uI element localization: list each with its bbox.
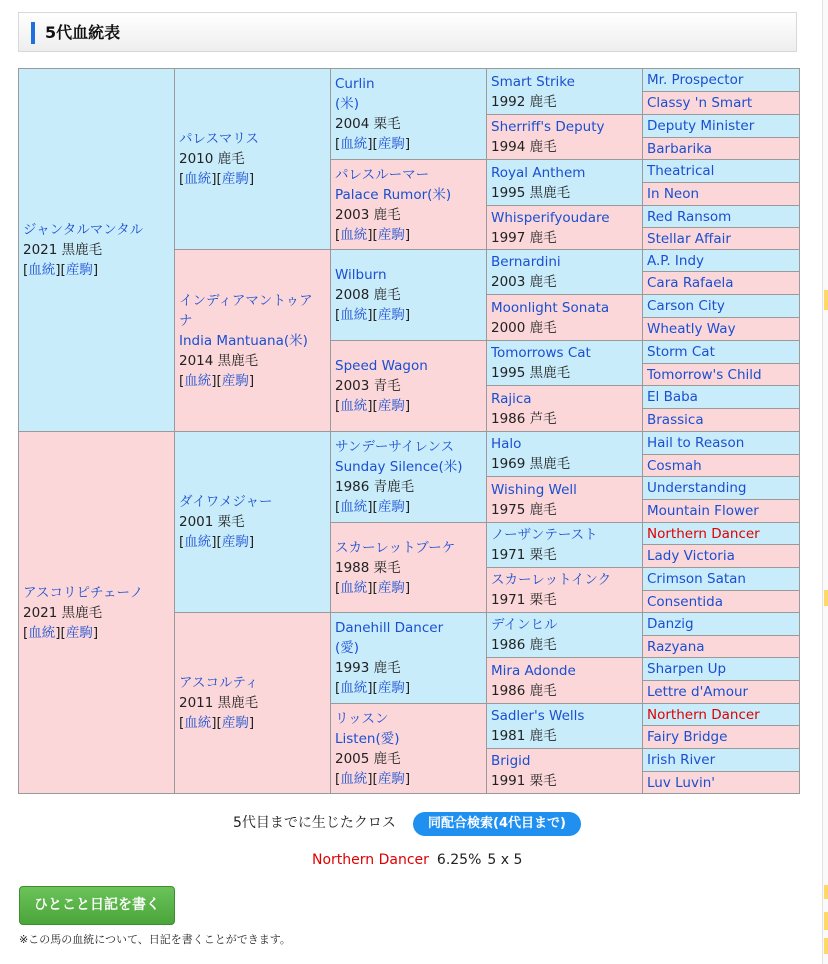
horse-birth-info: 1995 黒鹿毛 [491, 365, 571, 381]
horse-name-link[interactable]: リッスン [335, 710, 389, 727]
horse-name-link[interactable]: Northern Dancer [647, 525, 760, 542]
horse-links: [血統][産駒] [335, 226, 411, 243]
pedigree-cell-gen5-15 [643, 409, 800, 432]
horse-name-link[interactable]: Irish River [647, 752, 716, 768]
horse-name-link[interactable]: Wilburn [335, 267, 387, 283]
horse-name-link[interactable]: Sherriff's Deputy [491, 119, 605, 135]
pedigree-link[interactable]: 血統 [340, 398, 368, 414]
pedigree-link[interactable]: 血統 [340, 226, 368, 243]
horse-name-link[interactable]: Brigid [491, 753, 531, 769]
cross-pattern: 5 x 5 [487, 852, 523, 868]
horse-birth-info: 2000 鹿毛 [491, 319, 557, 336]
horse-birth-info: 2008 鹿毛 [335, 287, 401, 303]
horse-name-link[interactable]: Hail to Reason [647, 435, 745, 451]
horse-name-link[interactable]: Lettre d'Amour [647, 684, 749, 700]
pedigree-cell-gen5-17 [643, 455, 800, 477]
section-header-accent [31, 22, 35, 44]
pedigree-link[interactable]: 血統 [340, 499, 368, 515]
pedigree-cell-gen4-3 [487, 206, 643, 250]
diary-note: ※この馬の血統について、日記を書くことができます。 [19, 933, 291, 946]
pedigree-cell-gen5-4 [643, 160, 800, 183]
pedigree-cell-gen5-23 [643, 591, 800, 613]
section-header [18, 12, 797, 52]
horse-birth-info: 2021 黒鹿毛 [23, 242, 103, 258]
horse-name-link[interactable]: Mr. Prospector [647, 72, 744, 88]
horse-name-link[interactable]: Cara Rafaela [647, 275, 734, 291]
pedigree-cell-gen5-0 [643, 69, 800, 92]
horse-name-link[interactable]: Storm Cat [647, 344, 715, 360]
horse-name-link[interactable]: Deputy Minister [647, 118, 755, 134]
horse-name-link[interactable]: Danzig [647, 616, 694, 632]
horse-name-link[interactable]: Stellar Affair [647, 230, 731, 247]
horse-birth-info: 1993 鹿毛 [335, 660, 401, 676]
cross-percent: 6.25% [436, 852, 482, 868]
horse-name-link[interactable]: In Neon [647, 186, 700, 202]
horse-birth-info: 2004 栗毛 [335, 116, 401, 132]
horse-birth-info: 1986 鹿毛 [491, 637, 557, 653]
horse-name-link[interactable]: アスコルティ [179, 675, 259, 691]
pedigree-cell-gen2-0 [175, 69, 331, 250]
pedigree-link[interactable]: 血統 [340, 579, 368, 596]
horse-name-link[interactable]: A.P. Indy [647, 252, 705, 269]
horse-name-link[interactable]: Crimson Satan [647, 571, 746, 587]
horse-name-link[interactable]: Luv Luvin' [647, 774, 715, 791]
pedigree-cell-gen5-6 [643, 206, 800, 228]
right-scroll-rail[interactable] [822, 0, 828, 964]
horse-name-link[interactable]: サンデーサイレンス [335, 439, 455, 455]
pedigree-cell-gen5-10 [643, 295, 800, 318]
horse-birth-info: 2010 鹿毛 [179, 151, 245, 167]
pedigree-cell-gen5-13 [643, 364, 800, 386]
horse-name-link[interactable]: Speed Wagon [335, 358, 428, 374]
offspring-link[interactable]: 産駒 [377, 579, 405, 596]
horse-name-link[interactable]: Sharpen Up [647, 661, 727, 677]
horse-links: [血統][産駒] [335, 499, 411, 515]
horse-birth-info: 1975 鹿毛 [491, 501, 557, 518]
pedigree-cell-gen3-0 [331, 69, 487, 160]
pedigree-cell-gen4-13 [487, 658, 643, 704]
pedigree-cell-gen4-14 [487, 704, 643, 749]
horse-birth-info: 2011 黒鹿毛 [179, 695, 259, 711]
pedigree-cell-gen4-0 [487, 69, 643, 115]
horse-origin-link[interactable]: (米) [335, 96, 360, 112]
horse-name-link[interactable]: アスコリピチェーノ [23, 584, 144, 601]
pedigree-cell-gen3-3 [331, 341, 487, 432]
horse-links: [血統][産駒] [335, 136, 411, 152]
horse-links: [血統][産駒] [179, 534, 255, 550]
horse-birth-info: 1986 青鹿毛 [335, 479, 415, 495]
pedigree-cell-gen1-1 [19, 432, 175, 794]
pedigree-cell-gen4-2 [487, 160, 643, 206]
pedigree-link[interactable]: 血統 [28, 624, 56, 641]
pedigree-cell-gen5-8 [643, 250, 800, 272]
pedigree-cell-gen5-19 [643, 500, 800, 523]
horse-name-link[interactable]: Wheatly Way [647, 321, 736, 337]
horse-name-link[interactable]: Rajica [491, 390, 532, 407]
horse-links: [血統][産駒] [179, 715, 255, 731]
horse-origin-link[interactable]: (愛) [335, 640, 360, 656]
horse-name-link[interactable]: Lady Victoria [647, 548, 735, 564]
pedigree-cell-gen4-4 [487, 250, 643, 295]
pedigree-link[interactable]: 血統 [340, 136, 368, 152]
pedigree-cell-gen3-1 [331, 160, 487, 250]
horse-name-link[interactable]: Consentida [647, 593, 724, 610]
pedigree-link[interactable]: 血統 [184, 372, 212, 389]
horse-links: [血統][産駒] [179, 372, 255, 389]
pedigree-link[interactable]: 血統 [184, 171, 212, 187]
offspring-link[interactable]: 産駒 [377, 499, 405, 515]
horse-birth-info: 1971 栗毛 [491, 547, 557, 563]
horse-birth-info: 1971 栗毛 [491, 592, 557, 608]
horse-links: [血統][産駒] [335, 770, 411, 787]
offspring-link[interactable]: 産駒 [377, 307, 405, 323]
horse-name-link[interactable]: Smart Strike [491, 73, 575, 90]
horse-birth-info: 1981 鹿毛 [491, 728, 557, 744]
pedigree-cell-gen5-5 [643, 183, 800, 206]
horse-name-link[interactable]: Fairy Bridge [647, 729, 728, 745]
horse-name-link[interactable]: Tomorrows Cat [491, 345, 591, 361]
horse-birth-info: 1988 栗毛 [335, 559, 401, 576]
horse-links: [血統][産駒] [23, 624, 99, 641]
pedigree-cell-gen5-14 [643, 386, 800, 409]
pedigree-cell-gen2-1 [175, 250, 331, 432]
pedigree-row [19, 69, 800, 92]
cross-horse-name[interactable]: Northern Dancer [312, 852, 429, 868]
horse-name-link[interactable]: インディアマントゥアナ [179, 292, 313, 329]
cross-section-label: 5代目までに生じたクロス [233, 815, 396, 831]
horse-birth-info: 2005 鹿毛 [335, 750, 401, 767]
pedigree-cell-gen5-31 [643, 772, 800, 794]
horse-links: [血統][産駒] [335, 398, 411, 414]
section-title: 5代血統表 [45, 23, 121, 42]
offspring-link[interactable]: 産駒 [65, 262, 93, 278]
pedigree-cell-gen4-11 [487, 568, 643, 613]
horse-name-link[interactable]: Barbarika [647, 140, 713, 157]
horse-birth-info: 2003 鹿毛 [335, 206, 401, 223]
horse-origin-link[interactable]: Sunday Silence(米) [335, 459, 463, 475]
offspring-link[interactable]: 産駒 [377, 226, 405, 243]
offspring-link[interactable]: 産駒 [221, 534, 249, 550]
horse-name-link[interactable]: Classy 'n Smart [647, 95, 753, 111]
pedigree-cell-gen5-20 [643, 523, 800, 545]
pedigree-cell-gen5-12 [643, 341, 800, 364]
pedigree-cell-gen3-4 [331, 432, 487, 523]
pedigree-cell-gen5-30 [643, 749, 800, 772]
horse-name-link[interactable]: Moonlight Sonata [491, 299, 610, 316]
horse-birth-info: 1986 鹿毛 [491, 682, 557, 699]
pedigree-cell-gen5-28 [643, 704, 800, 726]
write-diary-button[interactable]: ひとこと日記を書く [19, 886, 175, 925]
horse-birth-info: 2003 鹿毛 [491, 274, 557, 290]
pedigree-link[interactable]: 血統 [184, 715, 212, 731]
horse-name-link[interactable]: Red Ransom [647, 208, 732, 225]
horse-name-link[interactable]: スカーレットブーケ [335, 539, 456, 556]
offspring-link[interactable]: 産駒 [377, 398, 405, 414]
horse-birth-info: 2003 青毛 [335, 378, 401, 394]
offspring-link[interactable]: 産駒 [377, 136, 405, 152]
horse-birth-info: 2001 栗毛 [179, 514, 245, 530]
horse-links: [血統][産駒] [179, 171, 255, 187]
horse-birth-info: 2021 黒鹿毛 [23, 604, 103, 621]
horse-birth-info: 1995 黒鹿毛 [491, 184, 571, 201]
pedigree-link[interactable]: 血統 [340, 307, 368, 323]
pedigree-cell-gen5-16 [643, 432, 800, 455]
pedigree-cell-gen3-2 [331, 250, 487, 341]
pedigree-cell-gen5-25 [643, 636, 800, 658]
horse-name-link[interactable]: ダイワメジャー [179, 494, 273, 510]
pedigree-cell-gen4-6 [487, 341, 643, 386]
horse-birth-info: 1992 鹿毛 [491, 93, 557, 110]
horse-origin-link[interactable]: Palace Rumor(米) [335, 186, 452, 203]
pedigree-cell-gen2-3 [175, 613, 331, 794]
horse-name-link[interactable]: Sadler's Wells [491, 708, 585, 724]
horse-name-link[interactable]: Halo [491, 436, 522, 452]
horse-name-link[interactable]: Understanding [647, 480, 747, 496]
pedigree-cell-gen4-15 [487, 749, 643, 794]
pedigree-cell-gen5-18 [643, 477, 800, 500]
pedigree-cell-gen4-12 [487, 613, 643, 658]
pedigree-cell-gen5-2 [643, 115, 800, 138]
pedigree-cell-gen4-1 [487, 115, 643, 160]
horse-name-link[interactable]: スカーレットインク [491, 572, 612, 588]
pedigree-cell-gen4-5 [487, 295, 643, 341]
horse-name-link[interactable]: ノーザンテースト [491, 527, 598, 543]
pedigree-cell-gen4-8 [487, 432, 643, 477]
pedigree-cell-gen5-11 [643, 318, 800, 341]
offspring-link[interactable]: 産駒 [377, 770, 405, 787]
pedigree-link[interactable]: 血統 [184, 534, 212, 550]
horse-name-link[interactable]: Carson City [647, 298, 725, 314]
same-mating-search-button[interactable]: 同配合検索(4代目まで) [413, 812, 581, 836]
pedigree-cell-gen3-6 [331, 613, 487, 704]
offspring-link[interactable]: 産駒 [65, 624, 93, 641]
horse-birth-info: 1997 鹿毛 [491, 229, 557, 246]
horse-name-link[interactable]: El Baba [647, 389, 698, 405]
horse-links: [血統][産駒] [23, 262, 99, 278]
pedigree-table [18, 68, 800, 794]
offspring-link[interactable]: 産駒 [377, 680, 405, 696]
pedigree-cell-gen5-1 [643, 92, 800, 115]
horse-links: [血統][産駒] [335, 680, 411, 696]
offspring-link[interactable]: 産駒 [221, 171, 249, 187]
horse-birth-info: 2014 黒鹿毛 [179, 352, 259, 369]
horse-name-link[interactable]: Bernardini [491, 254, 561, 270]
pedigree-cell-gen5-22 [643, 568, 800, 591]
horse-name-link[interactable]: Wishing Well [491, 481, 577, 498]
horse-name-link[interactable]: Razyana [647, 638, 705, 655]
pedigree-cell-gen4-10 [487, 523, 643, 568]
pedigree-row [19, 432, 800, 455]
horse-origin-link[interactable]: Listen(愛) [335, 730, 400, 747]
pedigree-cell-gen5-9 [643, 272, 800, 295]
horse-links: [血統][産駒] [335, 307, 411, 323]
horse-name-link[interactable]: Brassica [647, 412, 704, 428]
pedigree-cell-gen5-27 [643, 681, 800, 704]
pedigree-cell-gen2-2 [175, 432, 331, 613]
horse-name-link[interactable]: パレスルーマー [335, 166, 430, 183]
pedigree-cell-gen5-29 [643, 726, 800, 749]
pedigree-link[interactable]: 血統 [340, 680, 368, 696]
horse-links: [血統][産駒] [335, 579, 411, 596]
pedigree-link[interactable]: 血統 [340, 770, 368, 787]
pedigree-cell-gen1-0 [19, 69, 175, 432]
horse-name-link[interactable]: Tomorrow's Child [647, 366, 762, 383]
horse-birth-info: 1986 芦毛 [491, 410, 557, 427]
pedigree-cell-gen3-5 [331, 523, 487, 613]
horse-name-link[interactable]: デインヒル [491, 617, 558, 633]
pedigree-cell-gen5-24 [643, 613, 800, 636]
pedigree-cell-gen5-3 [643, 138, 800, 160]
pedigree-cell-gen5-7 [643, 228, 800, 250]
horse-birth-info: 1969 黒鹿毛 [491, 456, 571, 472]
pedigree-cell-gen4-7 [487, 386, 643, 432]
cross-list [312, 850, 528, 870]
horse-name-link[interactable]: Theatrical [647, 163, 715, 179]
horse-name-link[interactable]: ジャンタルマンタル [23, 222, 144, 238]
horse-name-link[interactable]: Cosmah [647, 457, 702, 474]
pedigree-cell-gen4-9 [487, 477, 643, 523]
pedigree-cell-gen3-7 [331, 704, 487, 794]
pedigree-cell-gen5-21 [643, 545, 800, 568]
horse-name-link[interactable]: Whisperifyoudare [491, 209, 610, 226]
horse-origin-link[interactable]: India Mantuana(米) [179, 332, 308, 349]
offspring-link[interactable]: 産駒 [221, 715, 249, 731]
horse-name-link[interactable]: Danehill Dancer [335, 620, 444, 636]
horse-name-link[interactable]: Curlin [335, 76, 375, 92]
horse-birth-info: 1994 鹿毛 [491, 139, 557, 155]
horse-name-link[interactable]: Mountain Flower [647, 503, 759, 519]
horse-name-link[interactable]: Mira Adonde [491, 662, 576, 679]
pedigree-cell-gen5-26 [643, 658, 800, 681]
horse-name-link[interactable]: Royal Anthem [491, 164, 586, 181]
offspring-link[interactable]: 産駒 [221, 372, 249, 389]
pedigree-link[interactable]: 血統 [28, 262, 56, 278]
horse-name-link[interactable]: パレスマリス [179, 131, 260, 147]
horse-birth-info: 1991 栗毛 [491, 773, 557, 789]
horse-name-link[interactable]: Northern Dancer [647, 706, 760, 723]
